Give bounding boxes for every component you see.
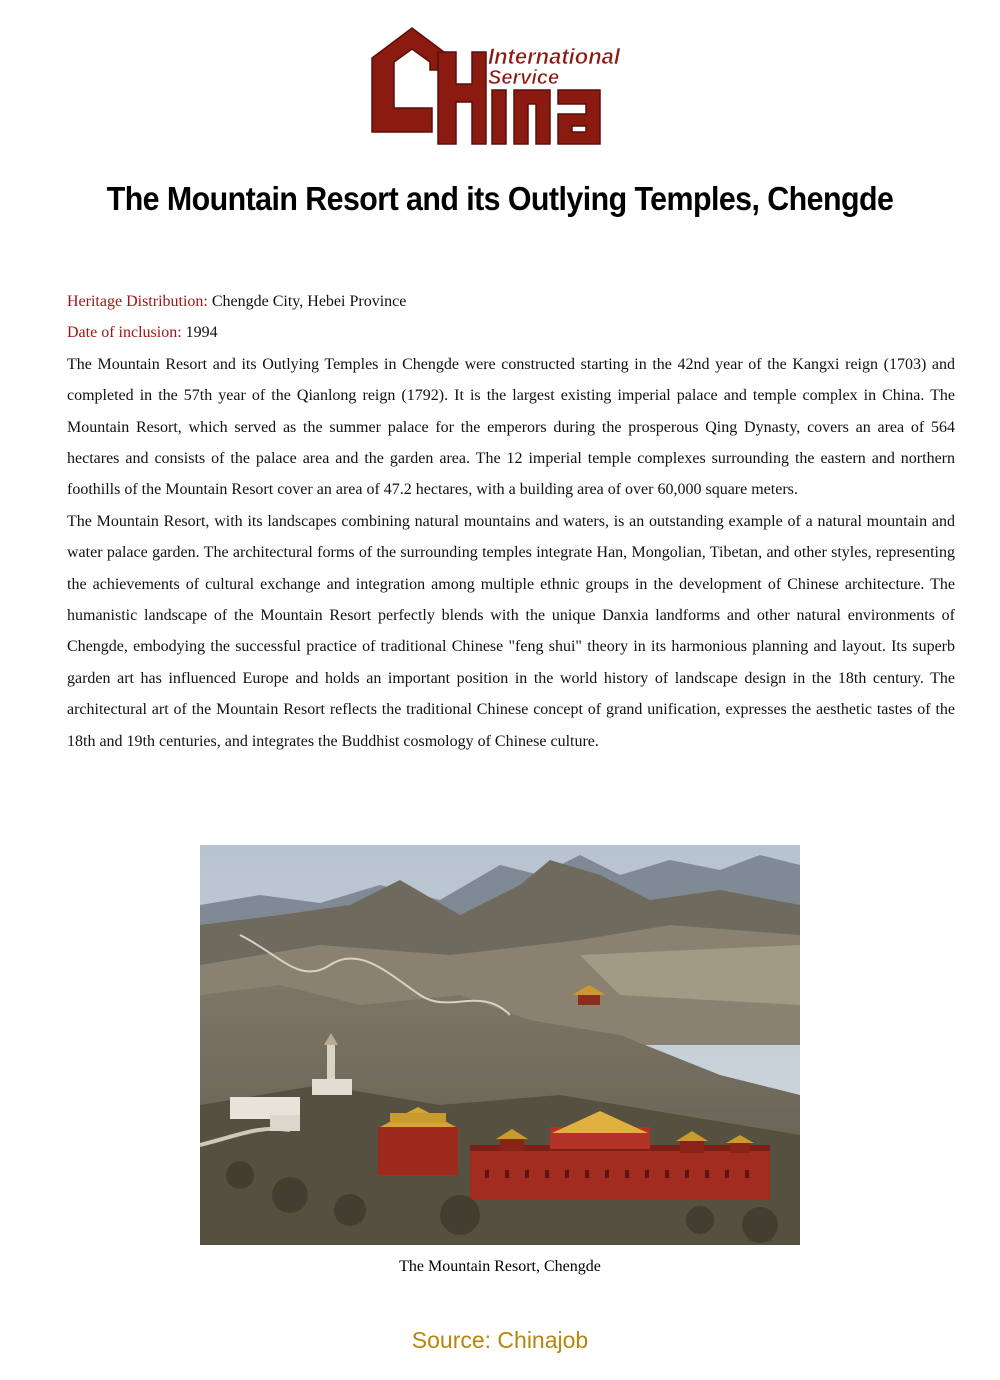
distribution-value: Chengde City, Hebei Province	[211, 293, 407, 310]
photo-mountain-resort	[200, 845, 800, 1245]
logo-line1: International	[488, 44, 621, 69]
article-body	[67, 286, 955, 757]
date-label: Date of inclusion:	[67, 324, 182, 342]
photo-caption: The Mountain Resort, Chengde	[399, 1258, 601, 1275]
paragraph-history: The Mountain Resort and its Outlying Temples in Chengde were constructed starting in the 42nd year of the Kangxi reign (1703) and completed in the 57th year of the Qianlong reign (1792). It is the largest existing imperial palace and temple complex in China. The Mountain Resort, which served as the summer palace for the emperors during the prosperous Qing Dynasty, covers an area of 564 hectares and consists of the palace area and the garden area. The 12 imperial temple complexes surrounding the eastern and northern foothills of the Mountain Resort cover an area of 47.2 hectares, with a building area of over 60,000 square meters.	[67, 355, 955, 499]
logo-wordmark: China	[368, 22, 371, 23]
date-value: 1994	[185, 324, 218, 342]
letter-h-shape	[438, 52, 486, 144]
source-credit: Source: Chinajob	[411, 1327, 589, 1353]
logo-line2: Service	[488, 67, 560, 89]
date-of-inclusion	[67, 317, 955, 348]
paragraph-significance: The Mountain Resort, with its landscapes combining natural mountains and waters, is an outstanding example of a natural mountain and water palace garden. The architectural forms of the surrounding temples integrate Han, Mongolian, Tibetan, and other styles, representing the achievements of cultural exchange and integration among multiple ethnic groups in the development of Chinese architecture. The humanistic landscape of the Mountain Resort perfectly blends with the unique Danxia landforms and other natural environments of Chengde, embodying the successful practice of traditional Chinese "feng shui" theory in its harmonious planning and layout. Its superb garden art has influenced Europe and holds an important position in the world history of landscape design in the 18th century. The architectural art of the Mountain Resort reflects the traditional Chinese concept of grand unification, expresses the aesthetic tastes of the 18th and 19th centuries, and integrates the Buddhist cosmology of Chinese culture.	[67, 512, 955, 750]
logo	[368, 22, 632, 152]
distribution-label: Heritage Distribution:	[67, 293, 208, 310]
page-title: The Mountain Resort and its Outlying Temples, Chengde	[106, 180, 894, 217]
heritage-distribution	[67, 286, 955, 317]
